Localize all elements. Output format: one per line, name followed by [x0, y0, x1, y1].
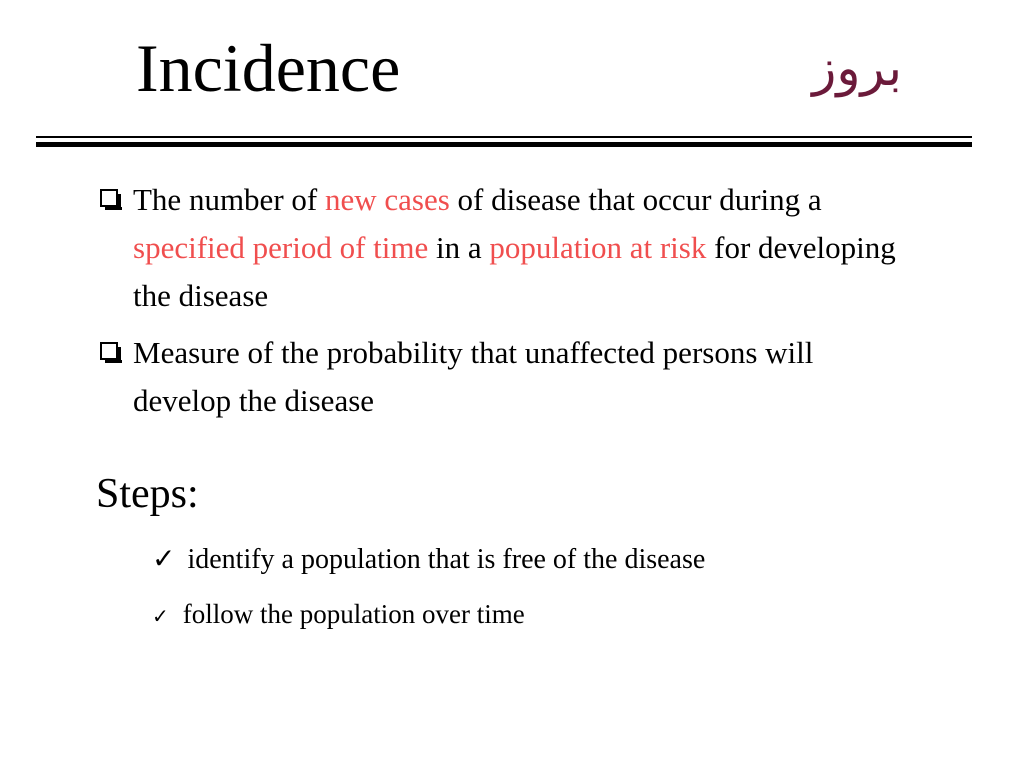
steps-heading: Steps:: [96, 471, 199, 517]
checkbox-square-icon: [100, 189, 118, 207]
step-text: identify a population that is free of the disease: [187, 544, 706, 575]
highlight-specified-period: specified period of time: [133, 230, 429, 265]
bullet-list: [96, 176, 916, 434]
highlight-new-cases: new cases: [324, 182, 450, 217]
highlight-population-at-risk: population at risk: [489, 230, 707, 265]
slide-title: Incidence: [136, 30, 401, 106]
step-item: [152, 594, 525, 637]
bullet-text-segment: The number of: [133, 182, 325, 217]
step-text: follow the population over time: [182, 599, 525, 629]
bullet-text-segment: for developing the disease: [133, 230, 896, 313]
bullet-measure: [96, 329, 916, 425]
checkmark-icon: ✓: [152, 606, 169, 628]
bullet-text-segment: in a: [428, 230, 490, 265]
checkbox-square-icon: [100, 342, 118, 360]
checkmark-icon: ✓: [152, 544, 176, 575]
bullet-definition: [96, 176, 916, 320]
slide-title-arabic: بروز: [812, 39, 902, 97]
title-divider-thick: [36, 142, 972, 147]
bullet-text-segment: of disease that occur during a: [449, 182, 822, 217]
bullet-text-segment: Measure of the probability that unaffected persons will develop the disease: [133, 335, 814, 418]
step-item: [152, 536, 705, 584]
title-divider-thin: [36, 136, 972, 138]
